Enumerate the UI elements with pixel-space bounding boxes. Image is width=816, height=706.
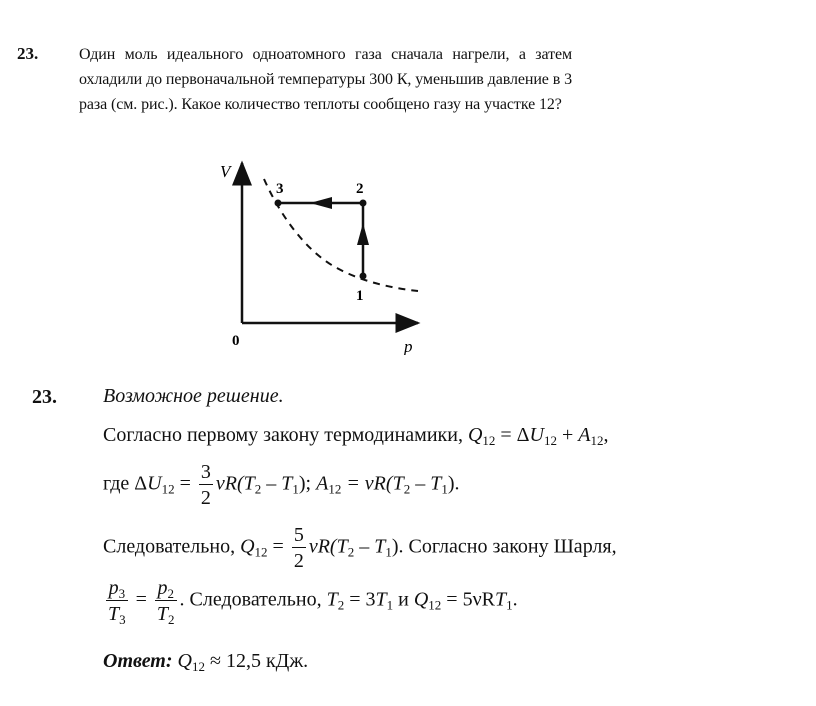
- pv-diagram: [210, 155, 430, 355]
- solution-line-1: Согласно первому закону термодинамики, $Q_{12} = \Delta U_{12} + A_{12}$,: [103, 424, 609, 448]
- arrow-up: [357, 223, 369, 245]
- point-3-label: 3: [276, 181, 284, 197]
- p-axis-label: p: [404, 337, 413, 355]
- problem-statement: Один моль идеального одноатомного газа сначала нагрели, а затем охладили до первоначальной температуры 300 К, уменьшив давление в 3 раза (см. рис.). Какое количество теплоты сообщено газу на участке 12?: [79, 46, 572, 113]
- point-2-label: 2: [356, 181, 364, 197]
- solution-title: Возможное решение.: [103, 385, 284, 407]
- origin-label: 0: [232, 333, 240, 349]
- arrow-left: [310, 197, 332, 209]
- v-axis-label: V: [220, 162, 231, 181]
- solution-line-4: $\frac{p_3}{T_3}$ = $\frac{p_2}{T_2}$ . Следовательно, $T_2 = 3T_1$ и $Q_{12} = 5\nu RT_1$.: [108, 577, 518, 627]
- solution-line-3: Следовательно, $Q_{12}$ = $\frac{5}{2}$ $\nu R(T_2 - T_1)$. Согласно закону Шарля,: [103, 524, 617, 572]
- point-1-marker: [360, 273, 367, 280]
- answer-label: Ответ:: [103, 650, 173, 672]
- point-2-marker: [360, 200, 367, 207]
- problem-number: 23.: [17, 44, 39, 63]
- fraction-3-2: $\frac{3}{2}$: [200, 461, 211, 509]
- fraction-p3-t3: $\frac{p_3}{T_3}$: [108, 577, 126, 627]
- isotherm-curve: [264, 179, 418, 291]
- point-1-label: 1: [356, 288, 364, 304]
- fraction-p2-t2: $\frac{p_2}{T_2}$: [156, 577, 175, 627]
- fraction-5-2: $\frac{5}{2}$: [293, 524, 304, 572]
- point-3-marker: [275, 200, 282, 207]
- solution-line-2: где $\Delta U_{12}$ = $\frac{3}{2}$ $\nu R(T_2 - T_1)$; $A_{12} = \nu R(T_2 - T_1)$.: [103, 461, 460, 509]
- solution-number: 23.: [32, 386, 57, 408]
- answer-line: Ответ: $Q_{12} \approx 12,5$ кДж.: [103, 650, 309, 674]
